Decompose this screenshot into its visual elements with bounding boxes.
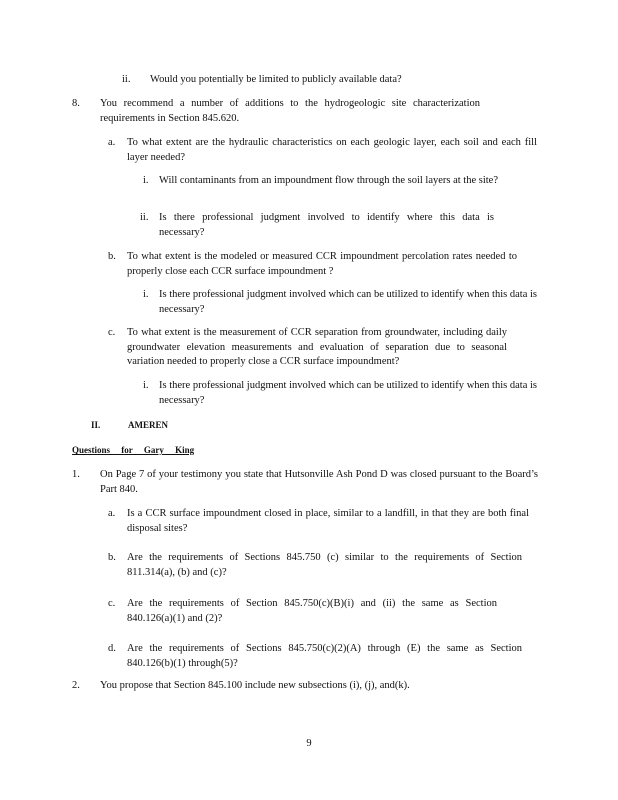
section-number: II. <box>91 420 101 430</box>
subquestion-text: Are the requirements of Sections 845.750 (c) similar to the requirements of Section 811.314(a), (b) and (c)? <box>127 552 522 578</box>
subquestion-text: Are the requirements of Sections 845.750(c)(2)(A) through (E) the same as Section 840.126(b)(1) through(5)? <box>127 643 522 669</box>
item-marker: ii. <box>140 212 149 223</box>
subquestion-text: Is a CCR surface impoundment closed in place, similar to a landfill, in that they are both final disposal sites? <box>127 508 529 534</box>
page-number: 9 <box>306 738 312 749</box>
item-text: Will contaminants from an impoundment flow through the soil layers at the site? <box>159 175 499 186</box>
subquestion-text: Are the requirements of Section 845.750(c)(B)(i) and (ii) the same as Section 840.126(a)(1) and (2)? <box>127 598 497 624</box>
subquestion-text: To what extent is the measurement of CCR separation from groundwater, including daily groundwater elevation measurements and evaluation of separation due to seasonal variation needed to properly close a CCR surface impoundment? <box>127 327 507 367</box>
subquestion-marker: c. <box>108 598 116 609</box>
subquestion-text: To what extent is the modeled or measured CCR impoundment percolation rates needed to properly close each CCR surface impoundment ? <box>127 251 517 277</box>
subquestion-marker: a. <box>108 508 116 519</box>
subquestion-marker: c. <box>108 327 116 338</box>
item-text: Is there professional judgment involved which can be utilized to identify when this data is necessary? <box>159 289 537 315</box>
subquestion-marker: b. <box>108 251 116 262</box>
item-text: Is there professional judgment involved which can be utilized to identify when this data is necessary? <box>159 380 537 406</box>
section-title: AMEREN <box>128 420 168 430</box>
subquestion-marker: d. <box>108 643 116 654</box>
question-number: 8. <box>72 98 80 109</box>
subquestion-marker: b. <box>108 552 116 563</box>
question-text: You recommend a number of additions to the hydrogeologic site characterization requirements in Section 845.620. <box>100 98 480 124</box>
item-text: Is there professional judgment involved to identify where this data is necessary? <box>159 212 494 238</box>
question-number: 1. <box>72 469 80 480</box>
item-marker: ii. <box>122 74 131 85</box>
question-number: 2. <box>72 680 80 691</box>
question-text: Would you potentially be limited to publicly available data? <box>150 74 402 85</box>
item-marker: i. <box>143 289 149 300</box>
question-text: On Page 7 of your testimony you state that Hutsonville Ash Pond D was closed pursuant to the Board’s Part 840. <box>100 469 538 495</box>
item-marker: i. <box>143 175 149 186</box>
questions-heading: Questions for Gary King <box>72 445 195 455</box>
subquestion-marker: a. <box>108 137 116 148</box>
question-text: You propose that Section 845.100 include new subsections (i), (j), and(k). <box>100 680 410 691</box>
item-marker: i. <box>143 380 149 391</box>
subquestion-text: To what extent are the hydraulic characteristics on each geologic layer, each soil and each fill layer needed? <box>127 137 537 163</box>
